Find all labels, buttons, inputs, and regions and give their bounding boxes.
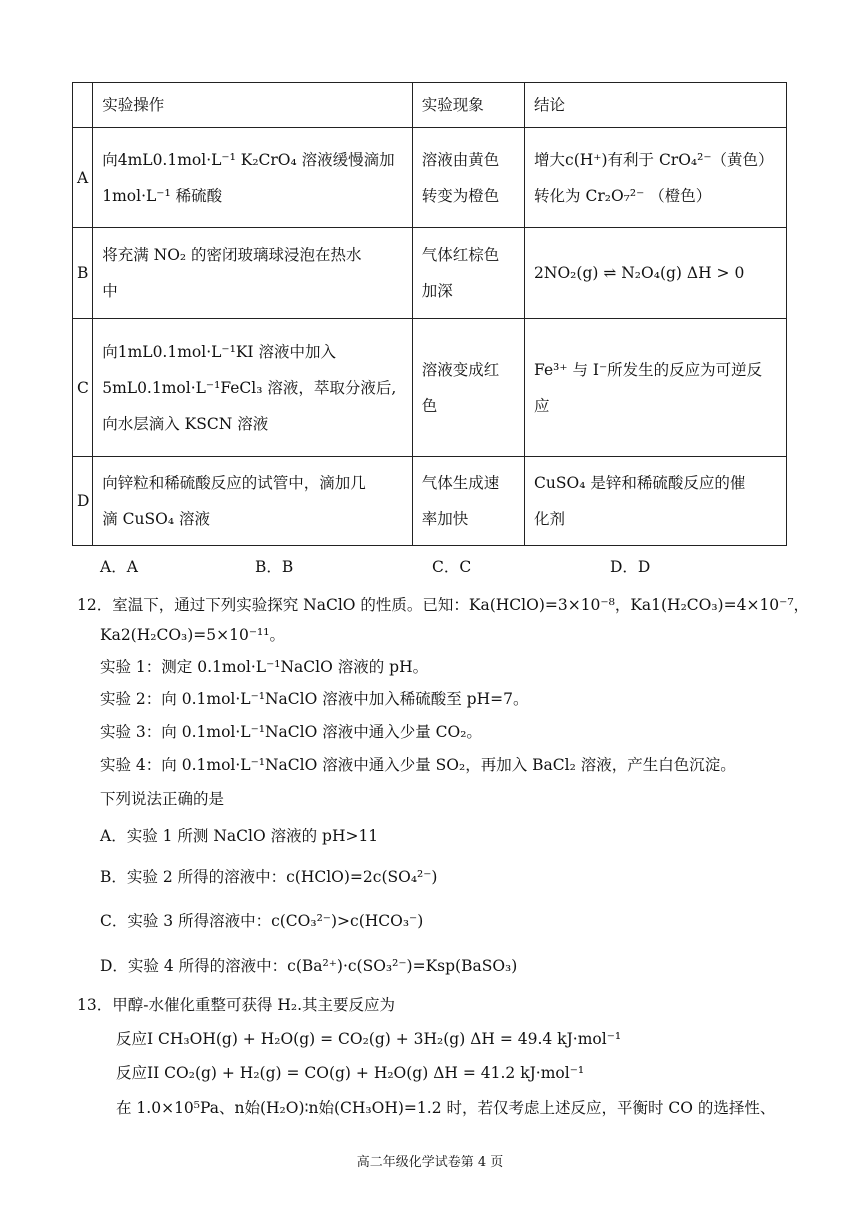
cell-line: Fe³⁺ 与 I⁻所发生的反应为可逆反: [534, 360, 763, 379]
phenomenon-cell: [412, 228, 524, 319]
q12-stem-cont: Ka2(H₂CO₃)=5×10⁻¹¹。: [100, 626, 285, 644]
q12-option-b[interactable]: B．实验 2 所得的溶液中：c(HClO)=2c(SO₄²⁻): [100, 868, 438, 886]
cell-line: 溶液由黄色: [421, 150, 500, 169]
header-cell: 实验现象: [412, 83, 524, 128]
conclusion-cell: [525, 457, 787, 546]
cell-line: 应: [534, 396, 550, 415]
q12-exp3: 实验 3：向 0.1mol·L⁻¹NaClO 溶液中通入少量 CO₂。: [100, 723, 482, 741]
q12-option-c[interactable]: C．实验 3 所得溶液中：c(CO₃²⁻)>c(HCO₃⁻): [100, 912, 424, 930]
header-cell: 实验操作: [93, 83, 413, 128]
experiment-table: [72, 82, 787, 546]
q12-exp1: 实验 1：测定 0.1mol·L⁻¹NaClO 溶液的 pH。: [100, 658, 429, 676]
phenomenon-cell: [412, 319, 524, 457]
cell-line: 中: [102, 282, 118, 300]
header-cell: [73, 83, 93, 128]
cell-line: CuSO₄ 是锌和稀硫酸反应的催: [534, 474, 746, 492]
option-b[interactable]: B．B: [255, 558, 294, 576]
operation-cell: [93, 457, 413, 546]
cell-line: 转化为 Cr₂O₇²⁻ （橙色）: [534, 186, 712, 205]
operation-cell: [93, 128, 413, 228]
page-footer: 高二年级化学试卷第 4 页: [356, 1155, 504, 1170]
table-row: [73, 319, 787, 457]
cell-line: 向锌粒和稀硫酸反应的试管中，滴加几: [102, 474, 366, 492]
phenomenon-cell: [412, 128, 524, 228]
header-cell: 结论: [525, 83, 787, 128]
q13-stem: 13．甲醇-水催化重整可获得 H₂.其主要反应为: [77, 996, 396, 1014]
q13-condition: 在 1.0×10⁵Pa、n始(H₂O)∶n始(CH₃OH)=1.2 时，若仅考虑上述反应，平衡时 CO 的选择性、: [116, 1099, 776, 1117]
cell-line: 气体生成速: [421, 474, 500, 492]
q12-exp2: 实验 2：向 0.1mol·L⁻¹NaClO 溶液中加入稀硫酸至 pH=7。: [100, 690, 529, 708]
cell-line: 增大c(H⁺)有利于 CrO₄²⁻（黄色）: [534, 150, 774, 169]
q12-stem: 12．室温下，通过下列实验探究 NaClO 的性质。已知：Ka(HClO)=3×10⁻⁸，Ka1(H₂CO₃)=4×10⁻⁷，: [77, 596, 810, 614]
q12-exp4: 实验 4：向 0.1mol·L⁻¹NaClO 溶液中通入少量 SO₂，再加入 BaCl₂ 溶液，产生白色沉淀。: [100, 756, 736, 774]
cell-line: 向水层滴入 KSCN 溶液: [102, 414, 269, 433]
phenomenon-cell: [412, 457, 524, 546]
table-row: [73, 128, 787, 228]
cell-line: 率加快: [421, 510, 469, 528]
cell-line: 气体红棕色: [421, 246, 500, 264]
option-d[interactable]: D．D: [610, 558, 651, 576]
cell-line: 1mol·L⁻¹ 稀硫酸: [102, 186, 223, 205]
cell-line: 2NO₂(g) ⇌ N₂O₄(g) ΔH > 0: [534, 264, 745, 282]
cell-line: 滴 CuSO₄ 溶液: [102, 510, 210, 528]
cell-line: 5mL0.1mol·L⁻¹FeCl₃ 溶液，萃取分液后,: [102, 378, 397, 397]
cell-line: 化剂: [534, 510, 566, 528]
row-label: A: [73, 128, 93, 228]
option-c[interactable]: C．C: [432, 558, 472, 576]
table-header-row: [73, 83, 787, 128]
operation-cell: [93, 228, 413, 319]
cell-line: 色: [421, 396, 438, 415]
q12-question: 下列说法正确的是: [100, 790, 225, 808]
q13-reaction-1: 反应I CH₃OH(g) + H₂O(g) = CO₂(g) + 3H₂(g) ΔH = 49.4 kJ·mol⁻¹: [116, 1030, 622, 1048]
cell-line: 溶液变成红: [421, 360, 500, 379]
row-label: B: [73, 228, 93, 319]
row-label: C: [73, 319, 93, 457]
cell-line: 将充满 NO₂ 的密闭玻璃球浸泡在热水: [102, 246, 362, 264]
table-row: [73, 457, 787, 546]
cell-line: 转变为橙色: [421, 186, 500, 205]
operation-cell: [93, 319, 413, 457]
conclusion-cell: [525, 128, 787, 228]
cell-line: 向4mL0.1mol·L⁻¹ K₂CrO₄ 溶液缓慢滴加: [102, 150, 395, 169]
row-label: D: [73, 457, 93, 546]
cell-line: 加深: [421, 282, 453, 300]
conclusion-cell: [525, 228, 787, 319]
conclusion-cell: [525, 319, 787, 457]
table-row: [73, 228, 787, 319]
q13-reaction-2: 反应II CO₂(g) + H₂(g) = CO(g) + H₂O(g) ΔH = 41.2 kJ·mol⁻¹: [116, 1064, 585, 1082]
cell-line: 向1mL0.1mol·L⁻¹KI 溶液中加入: [102, 342, 336, 361]
option-a[interactable]: A．A: [100, 558, 138, 576]
q12-option-d[interactable]: D．实验 4 所得的溶液中：c(Ba²⁺)·c(SO₃²⁻)=Ksp(BaSO₃): [100, 957, 518, 975]
q12-option-a[interactable]: A．实验 1 所测 NaClO 溶液的 pH>11: [100, 827, 379, 845]
